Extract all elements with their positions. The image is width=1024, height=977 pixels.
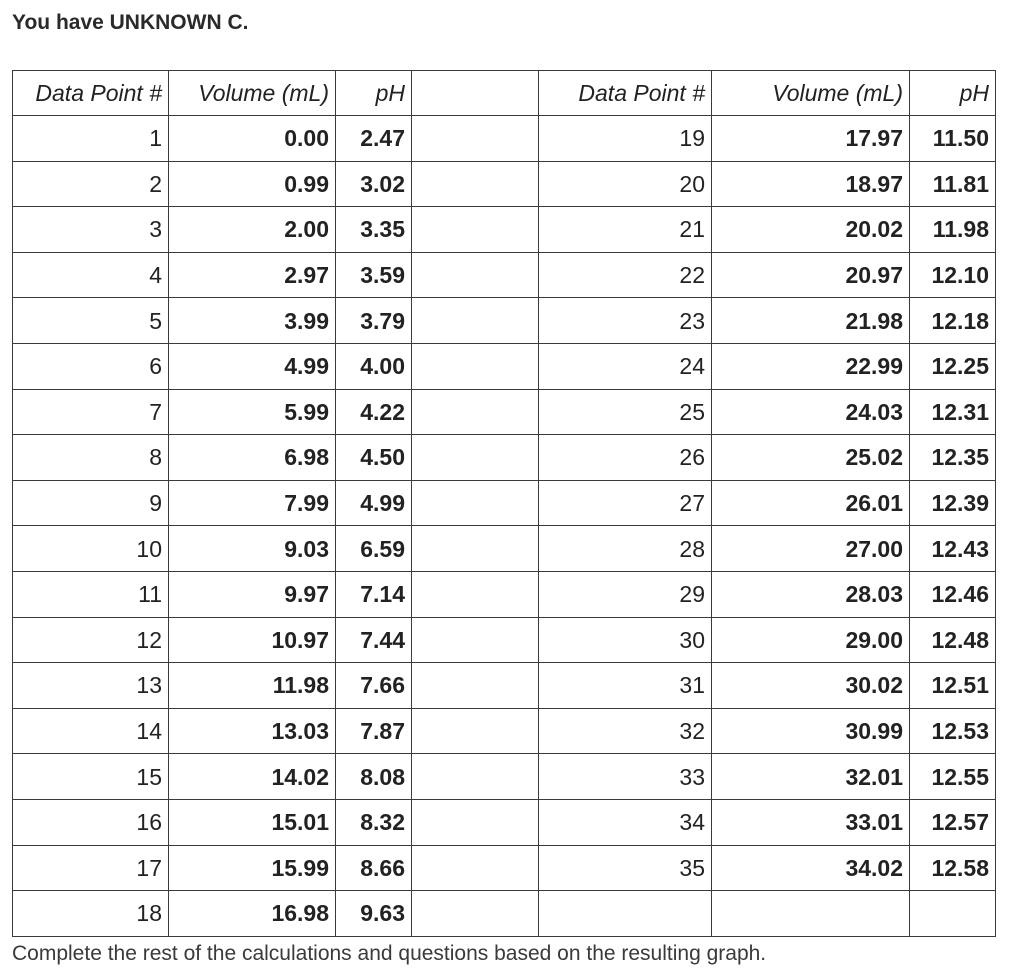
table-row	[13, 480, 996, 526]
right-volume-cell: 18.97	[712, 161, 910, 207]
right-ph-cell: 12.25	[910, 343, 996, 389]
header-left-data-point: Data Point #	[13, 71, 169, 116]
column-spacer	[412, 708, 539, 754]
instructions-text: Complete the rest of the calculations and questions based on the resulting graph.	[12, 942, 767, 965]
right-data-point-cell	[539, 891, 712, 937]
right-ph-cell: 12.43	[910, 526, 996, 572]
column-spacer	[412, 71, 539, 116]
right-volume-cell: 27.00	[712, 526, 910, 572]
left-volume-cell: 9.97	[169, 571, 336, 617]
column-spacer	[412, 435, 539, 481]
right-volume-cell	[712, 891, 910, 937]
column-spacer	[412, 571, 539, 617]
table-row	[13, 298, 996, 344]
right-ph-cell: 11.81	[910, 161, 996, 207]
right-data-point-cell: 20	[539, 161, 712, 207]
right-data-point-cell: 33	[539, 754, 712, 800]
right-data-point-cell: 25	[539, 389, 712, 435]
right-data-point-cell: 24	[539, 343, 712, 389]
right-data-point-cell: 23	[539, 298, 712, 344]
left-data-point-cell: 18	[13, 891, 169, 937]
column-spacer	[412, 389, 539, 435]
left-ph-cell: 3.02	[336, 161, 412, 207]
right-data-point-cell: 35	[539, 845, 712, 891]
right-ph-cell: 12.53	[910, 708, 996, 754]
right-volume-cell: 34.02	[712, 845, 910, 891]
titration-data-table	[12, 70, 996, 937]
column-spacer	[412, 480, 539, 526]
header-left-volume: Volume (mL)	[169, 71, 336, 116]
table-row	[13, 754, 996, 800]
left-volume-cell: 2.00	[169, 207, 336, 253]
right-volume-cell: 32.01	[712, 754, 910, 800]
left-data-point-cell: 16	[13, 799, 169, 845]
left-data-point-cell: 15	[13, 754, 169, 800]
table-row	[13, 252, 996, 298]
right-volume-cell: 22.99	[712, 343, 910, 389]
column-spacer	[412, 116, 539, 162]
right-ph-cell: 12.39	[910, 480, 996, 526]
right-ph-cell: 12.58	[910, 845, 996, 891]
table-row	[13, 435, 996, 481]
left-ph-cell: 4.22	[336, 389, 412, 435]
left-ph-cell: 7.87	[336, 708, 412, 754]
left-ph-cell: 4.99	[336, 480, 412, 526]
right-ph-cell: 12.46	[910, 571, 996, 617]
right-volume-cell: 20.02	[712, 207, 910, 253]
column-spacer	[412, 663, 539, 709]
right-data-point-cell: 34	[539, 799, 712, 845]
right-data-point-cell: 27	[539, 480, 712, 526]
column-spacer	[412, 891, 539, 937]
left-data-point-cell: 8	[13, 435, 169, 481]
right-ph-cell: 12.48	[910, 617, 996, 663]
right-volume-cell: 26.01	[712, 480, 910, 526]
left-data-point-cell: 2	[13, 161, 169, 207]
column-spacer	[412, 161, 539, 207]
right-volume-cell: 30.99	[712, 708, 910, 754]
right-data-point-cell: 30	[539, 617, 712, 663]
column-spacer	[412, 526, 539, 572]
column-spacer	[412, 343, 539, 389]
left-ph-cell: 2.47	[336, 116, 412, 162]
right-ph-cell: 12.35	[910, 435, 996, 481]
right-ph-cell	[910, 891, 996, 937]
left-volume-cell: 15.99	[169, 845, 336, 891]
right-ph-cell: 12.31	[910, 389, 996, 435]
right-data-point-cell: 32	[539, 708, 712, 754]
column-spacer	[412, 617, 539, 663]
header-right-volume: Volume (mL)	[712, 71, 910, 116]
right-data-point-cell: 29	[539, 571, 712, 617]
left-data-point-cell: 6	[13, 343, 169, 389]
right-ph-cell: 11.50	[910, 116, 996, 162]
column-spacer	[412, 845, 539, 891]
left-data-point-cell: 17	[13, 845, 169, 891]
left-volume-cell: 3.99	[169, 298, 336, 344]
left-data-point-cell: 13	[13, 663, 169, 709]
left-volume-cell: 5.99	[169, 389, 336, 435]
table-row	[13, 389, 996, 435]
right-volume-cell: 24.03	[712, 389, 910, 435]
left-volume-cell: 4.99	[169, 343, 336, 389]
left-volume-cell: 11.98	[169, 663, 336, 709]
right-ph-cell: 12.10	[910, 252, 996, 298]
table-row	[13, 161, 996, 207]
column-spacer	[412, 754, 539, 800]
right-data-point-cell: 21	[539, 207, 712, 253]
left-volume-cell: 16.98	[169, 891, 336, 937]
left-ph-cell: 9.63	[336, 891, 412, 937]
right-volume-cell: 30.02	[712, 663, 910, 709]
table-row	[13, 207, 996, 253]
table-row	[13, 845, 996, 891]
table-row	[13, 891, 996, 937]
left-ph-cell: 6.59	[336, 526, 412, 572]
right-data-point-cell: 31	[539, 663, 712, 709]
column-spacer	[412, 298, 539, 344]
table-row	[13, 526, 996, 572]
left-data-point-cell: 14	[13, 708, 169, 754]
left-volume-cell: 13.03	[169, 708, 336, 754]
left-data-point-cell: 1	[13, 116, 169, 162]
table-row	[13, 617, 996, 663]
left-volume-cell: 15.01	[169, 799, 336, 845]
right-volume-cell: 25.02	[712, 435, 910, 481]
table-body	[13, 71, 996, 937]
left-volume-cell: 0.99	[169, 161, 336, 207]
right-volume-cell: 33.01	[712, 799, 910, 845]
left-ph-cell: 8.66	[336, 845, 412, 891]
right-volume-cell: 21.98	[712, 298, 910, 344]
table-header-row	[13, 71, 996, 116]
right-ph-cell: 12.55	[910, 754, 996, 800]
column-spacer	[412, 799, 539, 845]
left-data-point-cell: 10	[13, 526, 169, 572]
left-ph-cell: 3.59	[336, 252, 412, 298]
right-ph-cell: 11.98	[910, 207, 996, 253]
table-row	[13, 663, 996, 709]
header-left-ph: pH	[336, 71, 412, 116]
table-row	[13, 343, 996, 389]
column-spacer	[412, 252, 539, 298]
left-data-point-cell: 9	[13, 480, 169, 526]
table-row	[13, 116, 996, 162]
right-ph-cell: 12.51	[910, 663, 996, 709]
left-volume-cell: 10.97	[169, 617, 336, 663]
left-ph-cell: 7.66	[336, 663, 412, 709]
left-ph-cell: 8.08	[336, 754, 412, 800]
right-ph-cell: 12.18	[910, 298, 996, 344]
left-data-point-cell: 11	[13, 571, 169, 617]
right-data-point-cell: 26	[539, 435, 712, 481]
right-ph-cell: 12.57	[910, 799, 996, 845]
left-volume-cell: 6.98	[169, 435, 336, 481]
right-volume-cell: 28.03	[712, 571, 910, 617]
right-data-point-cell: 28	[539, 526, 712, 572]
left-data-point-cell: 5	[13, 298, 169, 344]
left-ph-cell: 3.35	[336, 207, 412, 253]
left-volume-cell: 7.99	[169, 480, 336, 526]
left-ph-cell: 4.50	[336, 435, 412, 481]
table-row	[13, 708, 996, 754]
left-data-point-cell: 4	[13, 252, 169, 298]
left-data-point-cell: 7	[13, 389, 169, 435]
column-spacer	[412, 207, 539, 253]
right-volume-cell: 17.97	[712, 116, 910, 162]
page-heading: You have UNKNOWN C.	[12, 11, 249, 34]
left-data-point-cell: 3	[13, 207, 169, 253]
header-right-data-point: Data Point #	[539, 71, 712, 116]
left-volume-cell: 2.97	[169, 252, 336, 298]
table-row	[13, 799, 996, 845]
left-ph-cell: 7.44	[336, 617, 412, 663]
right-data-point-cell: 19	[539, 116, 712, 162]
left-ph-cell: 8.32	[336, 799, 412, 845]
left-volume-cell: 9.03	[169, 526, 336, 572]
left-volume-cell: 0.00	[169, 116, 336, 162]
right-volume-cell: 20.97	[712, 252, 910, 298]
table-row	[13, 571, 996, 617]
right-data-point-cell: 22	[539, 252, 712, 298]
left-ph-cell: 7.14	[336, 571, 412, 617]
left-volume-cell: 14.02	[169, 754, 336, 800]
left-ph-cell: 3.79	[336, 298, 412, 344]
left-data-point-cell: 12	[13, 617, 169, 663]
right-volume-cell: 29.00	[712, 617, 910, 663]
header-right-ph: pH	[910, 71, 996, 116]
left-ph-cell: 4.00	[336, 343, 412, 389]
